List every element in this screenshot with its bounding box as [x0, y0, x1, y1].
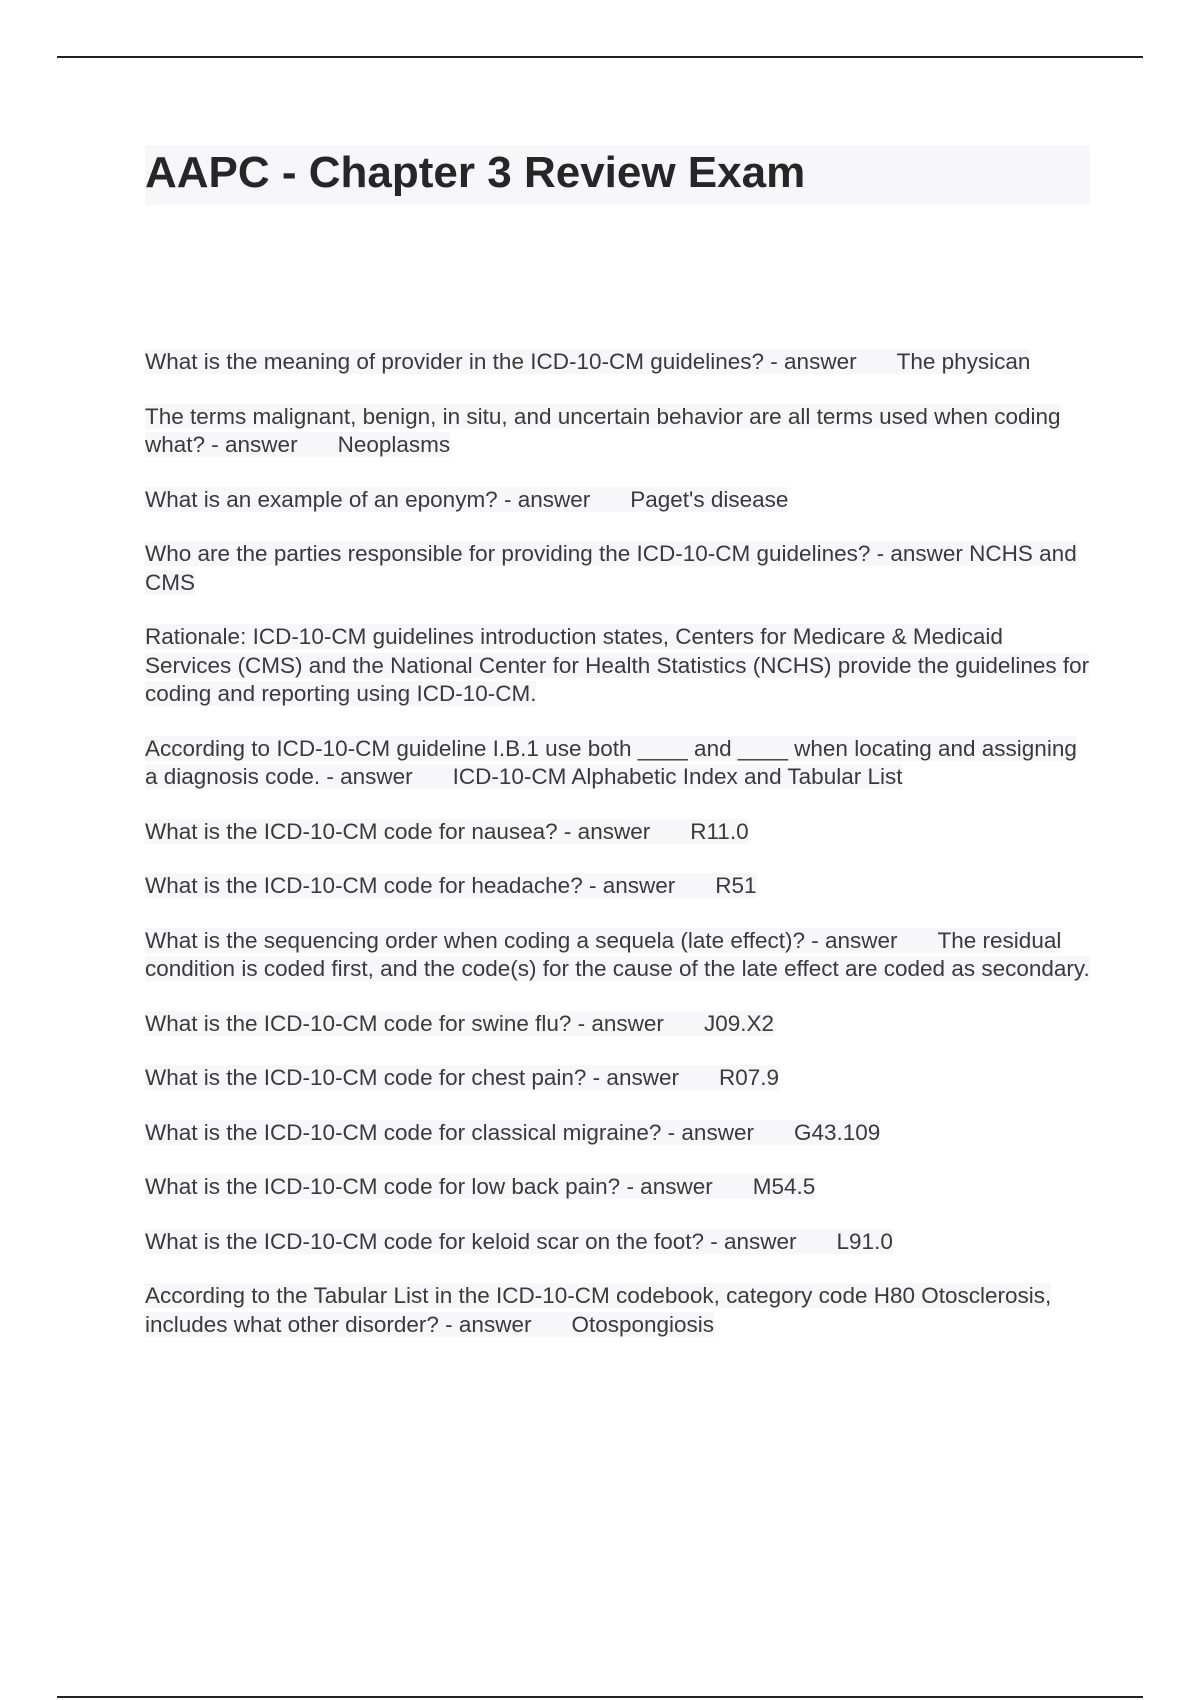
rationale-body: Rationale: ICD-10-CM guidelines introduction states, Centers for Medicare & Medicaid Services (CMS) and the National Center for Health Statistics (NCHS) provide the guidelines for coding and reporting using ICD-10-CM. — [145, 624, 1090, 706]
question-text: What is the ICD-10-CM code for headache? - answer — [145, 873, 676, 898]
document-body — [145, 145, 1090, 1365]
answer-text: R51 — [715, 873, 757, 898]
qa-item — [145, 486, 1090, 515]
answer-text: R07.9 — [718, 1065, 780, 1090]
qa-item — [145, 348, 1090, 377]
question-text: What is the ICD-10-CM code for nausea? - answer — [145, 818, 651, 844]
question-text: What is an example of an eponym? - answer — [145, 486, 591, 512]
answer-text: M54.5 — [752, 1174, 816, 1199]
question-text: According to the Tabular List in the ICD-10-CM codebook, category code H80 Otosclerosis, includes what other disorder? - answer — [145, 1283, 1052, 1337]
question-text: What is the ICD-10-CM code for keloid scar on the foot? - answer — [145, 1228, 797, 1254]
answer-text: G43.109 — [793, 1119, 881, 1145]
rationale-text — [145, 623, 1090, 709]
qa-item — [145, 927, 1090, 984]
qa-item — [145, 1282, 1090, 1339]
answer-text: L91.0 — [836, 1228, 893, 1254]
question-text: What is the ICD-10-CM code for swine flu? - answer — [145, 1010, 664, 1036]
qa-item — [145, 403, 1090, 460]
bottom-rule — [57, 1696, 1143, 1698]
qa-item — [145, 1064, 1090, 1093]
question-text: What is the sequencing order when coding a sequela (late effect)? - answer — [145, 927, 898, 953]
qa-item — [145, 872, 1090, 901]
question-text: What is the ICD-10-CM code for low back pain? - answer — [145, 1174, 713, 1199]
question-text: What is the meaning of provider in the ICD-10-CM guidelines? - answer — [145, 349, 857, 374]
question-text: The terms malignant, benign, in situ, and uncertain behavior are all terms used when coding what? - answer — [145, 403, 1061, 457]
answer-text: The physican — [896, 349, 1031, 374]
answer-text: NCHS and CMS — [145, 541, 1077, 595]
answer-text: Paget's disease — [630, 486, 789, 512]
question-text: What is the ICD-10-CM code for chest pain? - answer — [145, 1065, 679, 1090]
qa-list — [145, 348, 1090, 1339]
qa-item — [145, 540, 1090, 597]
question-text: What is the ICD-10-CM code for classical migraine? - answer — [145, 1119, 754, 1145]
top-rule — [57, 56, 1143, 58]
qa-item — [145, 1173, 1090, 1202]
document-title: AAPC - Chapter 3 Review Exam — [145, 145, 1090, 205]
answer-text: The residual condition is coded first, and the code(s) for the cause of the late effect are coded as secondary. — [145, 927, 1090, 981]
qa-item — [145, 735, 1090, 792]
qa-item — [145, 1119, 1090, 1148]
answer-text: Otospongiosis — [571, 1311, 715, 1337]
answer-text: Neoplasms — [337, 432, 451, 457]
question-text: According to ICD-10-CM guideline I.B.1 use both ____ and ____ when locating and assigning a diagnosis code. - answer — [145, 735, 1077, 789]
question-text: Who are the parties responsible for providing the ICD-10-CM guidelines? - answer — [145, 541, 963, 566]
answer-text: ICD-10-CM Alphabetic Index and Tabular List — [452, 764, 903, 789]
qa-item — [145, 1228, 1090, 1257]
qa-item — [145, 818, 1090, 847]
answer-text: R11.0 — [690, 818, 749, 844]
answer-text: J09.X2 — [703, 1010, 774, 1036]
qa-item — [145, 1010, 1090, 1039]
